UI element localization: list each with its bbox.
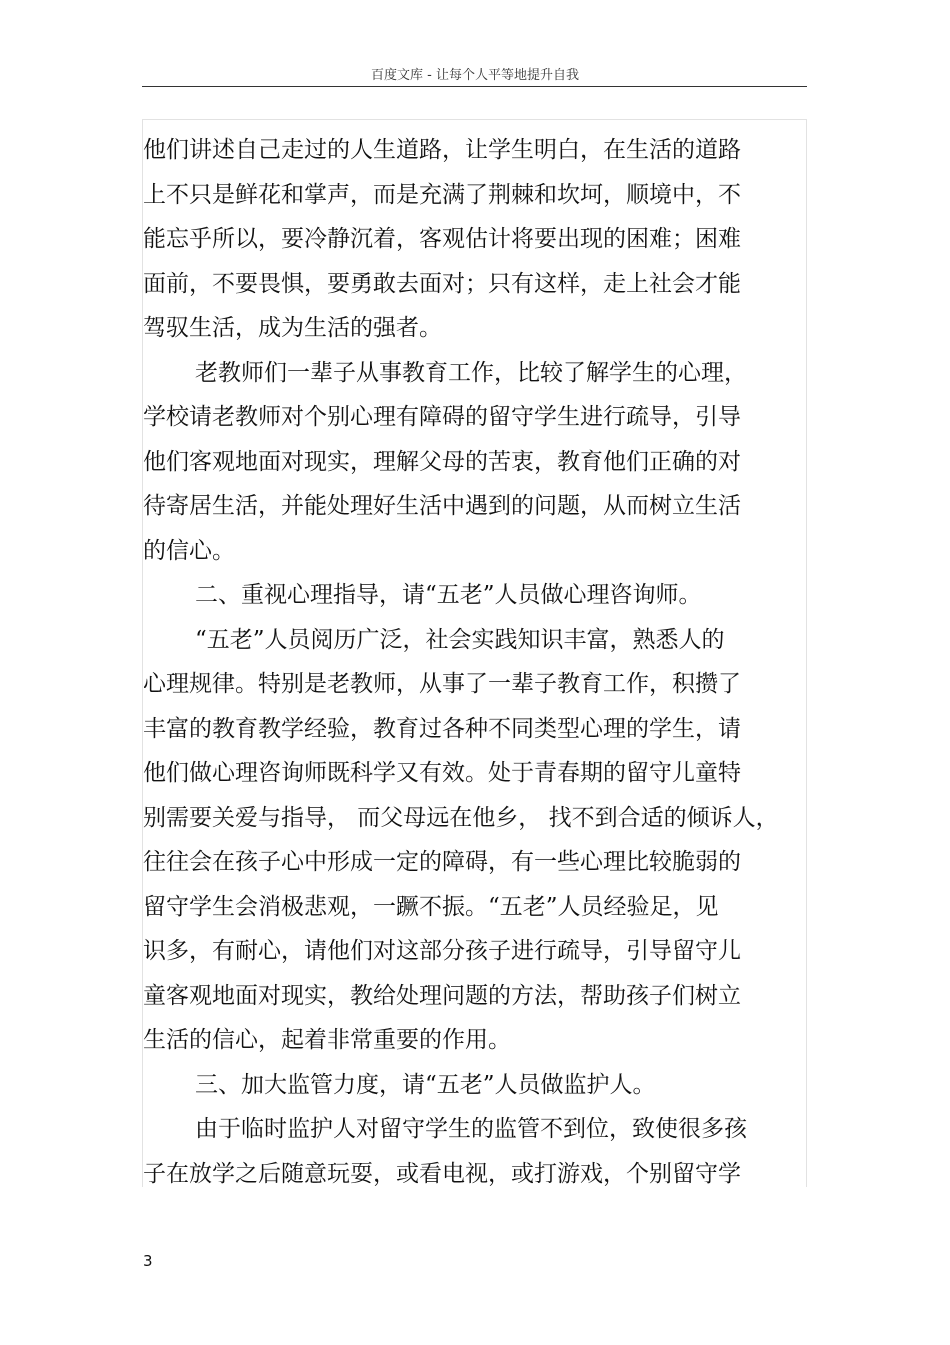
text-line: 子在放学之后随意玩耍，或看电视，或打游戏，个别留守学	[143, 1160, 741, 1187]
text-line: 生活的信心，起着非常重要的作用。	[143, 1027, 511, 1053]
text-line: 三、加大监管力度，请“五老”人员做监护人。	[195, 1071, 656, 1098]
text-line: 留守学生会消极悲观，一蹶不振。“五老”人员经验足，见	[143, 893, 719, 920]
text-line: 待寄居生活，并能处理好生活中遇到的问题，从而树立生活	[143, 493, 741, 519]
text-line: “五老”人员阅历广泛，社会实践知识丰富，熟悉人的	[195, 626, 725, 653]
page-number: 3	[143, 1252, 153, 1270]
text-line: 他们讲述自己走过的人生道路，让学生明白，在生活的道路	[143, 137, 741, 163]
text-line: 二、重视心理指导，请“五老”人员做心理咨询师。	[195, 582, 702, 608]
text-line: 能忘乎所以，要冷静沉着，客观估计将要出现的困难；困难	[143, 226, 741, 252]
header-divider	[142, 86, 807, 87]
text-line: 心理规律。特别是老教师，从事了一辈子教育工作，积攒了	[143, 671, 741, 697]
text-line: 他们客观地面对现实，理解父母的苦衷，教育他们正确的对	[143, 448, 741, 475]
text-line: 驾驭生活，成为生活的强者。	[143, 315, 442, 341]
text-line: 上不只是鲜花和掌声，而是充满了荆棘和坎坷，顺境中，不	[143, 181, 741, 208]
text-line: 往往会在孩子心中形成一定的障碍，有一些心理比较脆弱的	[143, 849, 741, 875]
text-line: 童客观地面对现实，教给处理问题的方法，帮助孩子们树立	[143, 982, 741, 1009]
text-line: 别需要关爱与指导， 而父母远在他乡， 找不到合适的倾诉人，	[143, 804, 779, 831]
text-frame-top-border	[142, 119, 807, 120]
text-line: 识多，有耐心，请他们对这部分孩子进行疏导，引导留守儿	[143, 938, 741, 964]
text-frame-right-border	[806, 119, 807, 1187]
page-header-text: 百度文库 - 让每个人平等地提升自我	[371, 68, 579, 83]
text-line: 他们做心理咨询师既科学又有效。处于青春期的留守儿童特	[143, 760, 741, 786]
text-line: 由于临时监护人对留守学生的监管不到位，致使很多孩	[195, 1116, 747, 1142]
text-line: 的信心。	[143, 537, 235, 564]
text-line: 老教师们一辈子从事教育工作，比较了解学生的心理，	[195, 359, 747, 386]
text-line: 面前，不要畏惧，要勇敢去面对；只有这样，走上社会才能	[143, 270, 741, 297]
text-line: 丰富的教育教学经验，教育过各种不同类型心理的学生，请	[143, 715, 741, 742]
document-body	[143, 128, 803, 1196]
text-line: 学校请老教师对个别心理有障碍的留守学生进行疏导，引导	[143, 404, 741, 430]
